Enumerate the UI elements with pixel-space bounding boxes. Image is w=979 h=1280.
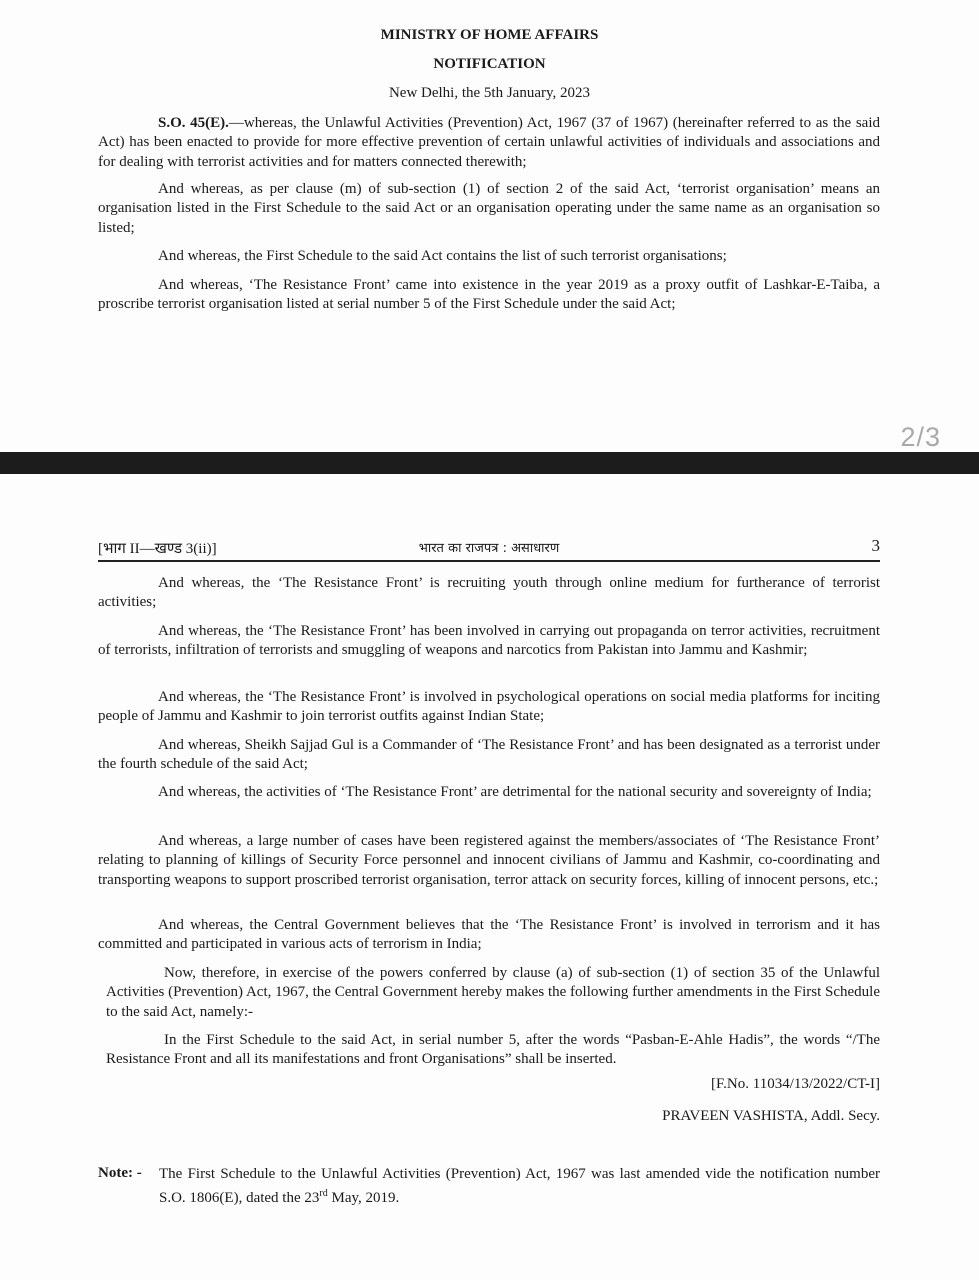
paragraph-now-therefore: Now, therefore, in exercise of the powers conferred by clause (a) of sub-section (1) of section 35 of the Unlawful Activities (Prevention) Act, 1967, the Central Government hereby makes the following further amendments in the First Schedule to the said Act, namely:- — [106, 965, 880, 1020]
ministry-heading: MINISTRY OF HOME AFFAIRS — [380, 27, 599, 43]
paragraph-recruiting: And whereas, the ‘The Resistance Front’ is recruiting youth through online medium for furtherance of terrorist activities; — [98, 575, 880, 611]
paragraph-so45 — [98, 114, 880, 172]
gazette-page-2 — [0, 0, 979, 452]
paragraph-central-government: And whereas, the Central Government believes that the ‘The Resistance Front’ is involved in terrorism and it has committed and participated in various acts of terrorism in India; — [98, 917, 880, 953]
note-label: Note: - — [98, 1165, 142, 1181]
gazette-page-3 — [0, 474, 979, 1280]
header-page-number: 3 — [871, 536, 880, 555]
note-text-main: The First Schedule to the Unlawful Activities (Prevention) Act, 1967 was last amended vide the notification number S.O. 1806(E), dated the 23 — [159, 1166, 880, 1207]
paragraph-psyops: And whereas, the ‘The Resistance Front’ is involved in psychological operations on social media platforms for inciting people of Jammu and Kashmir to join terrorist outfits against Indian State; — [98, 689, 880, 725]
paragraph-detrimental: And whereas, the activities of ‘The Resistance Front’ are detrimental for the national security and sovereignty of India; — [158, 784, 872, 800]
note-text-date: May, 2019. — [327, 1190, 400, 1207]
gazette-header — [98, 536, 880, 562]
so-text: —whereas, the Unlawful Activities (Prevention) Act, 1967 (37 of 1967) (hereinafter referred to as the said Act) has been enacted to provide for more effective prevention of certain unlawful activities of individuals and associations and for dealing with terrorist activities and for matters connected therewith; — [98, 115, 880, 170]
paragraph-propaganda: And whereas, the ‘The Resistance Front’ has been involved in carrying out propaganda on terror activities, recruitment of terrorists, infiltration of terrorists and smuggling of weapons and narcotics from Pakistan into Jammu and Kashmir; — [98, 623, 880, 659]
paragraph-terrorist-org-definition: And whereas, as per clause (m) of sub-section (1) of section 2 of the said Act, ‘terrorist organisation’ means an organisation listed in the First Schedule to the said Act or an organisation operating under the same name as an organisation so listed; — [98, 181, 880, 236]
header-part: [भाग II—खण्ड 3(ii)] — [98, 541, 217, 557]
notification-heading: NOTIFICATION — [433, 56, 546, 72]
place-date: New Delhi, the 5th January, 2023 — [388, 85, 591, 101]
paragraph-trf-origin: And whereas, ‘The Resistance Front’ came into existence in the year 2019 as a proxy outfit of Lashkar-E-Taiba, a proscribe terrorist organisation listed at serial number 5 of the First Schedule under the said Act; — [98, 277, 880, 313]
paragraph-cases: And whereas, a large number of cases have been registered against the members/associates of ‘The Resistance Front’ relating to planning of killings of Security Force personnel and innocent civilians of Jammu and Kashmir, co-coordinating and transporting weapons to support proscribed terrorist organisation, terror attack on security forces, killing of innocent persons, etc.; — [98, 833, 880, 888]
note-superscript: rd — [319, 1188, 328, 1200]
note-text — [159, 1165, 880, 1209]
file-number: [F.No. 11034/13/2022/CT-I] — [711, 1076, 880, 1092]
paragraph-commander: And whereas, Sheikh Sajjad Gul is a Commander of ‘The Resistance Front’ and has been designated as a terrorist under the fourth schedule of the said Act; — [98, 737, 880, 773]
paragraph-first-schedule: And whereas, the First Schedule to the said Act contains the list of such terrorist organisations; — [158, 248, 727, 264]
header-title: भारत का राजपत्र : असाधारण — [418, 541, 560, 556]
page-divider — [0, 452, 979, 474]
paragraph-amendment: In the First Schedule to the said Act, in serial number 5, after the words “Pasban-E-Ahle Hadis”, the words “/The Resistance Front and all its manifestations and front Organisations” shall be inserted. — [106, 1032, 880, 1068]
so-number: S.O. 45(E). — [158, 115, 229, 131]
page-indicator: 2/3 — [900, 422, 941, 452]
signatory: PRAVEEN VASHISTA, Addl. Secy. — [662, 1108, 880, 1124]
